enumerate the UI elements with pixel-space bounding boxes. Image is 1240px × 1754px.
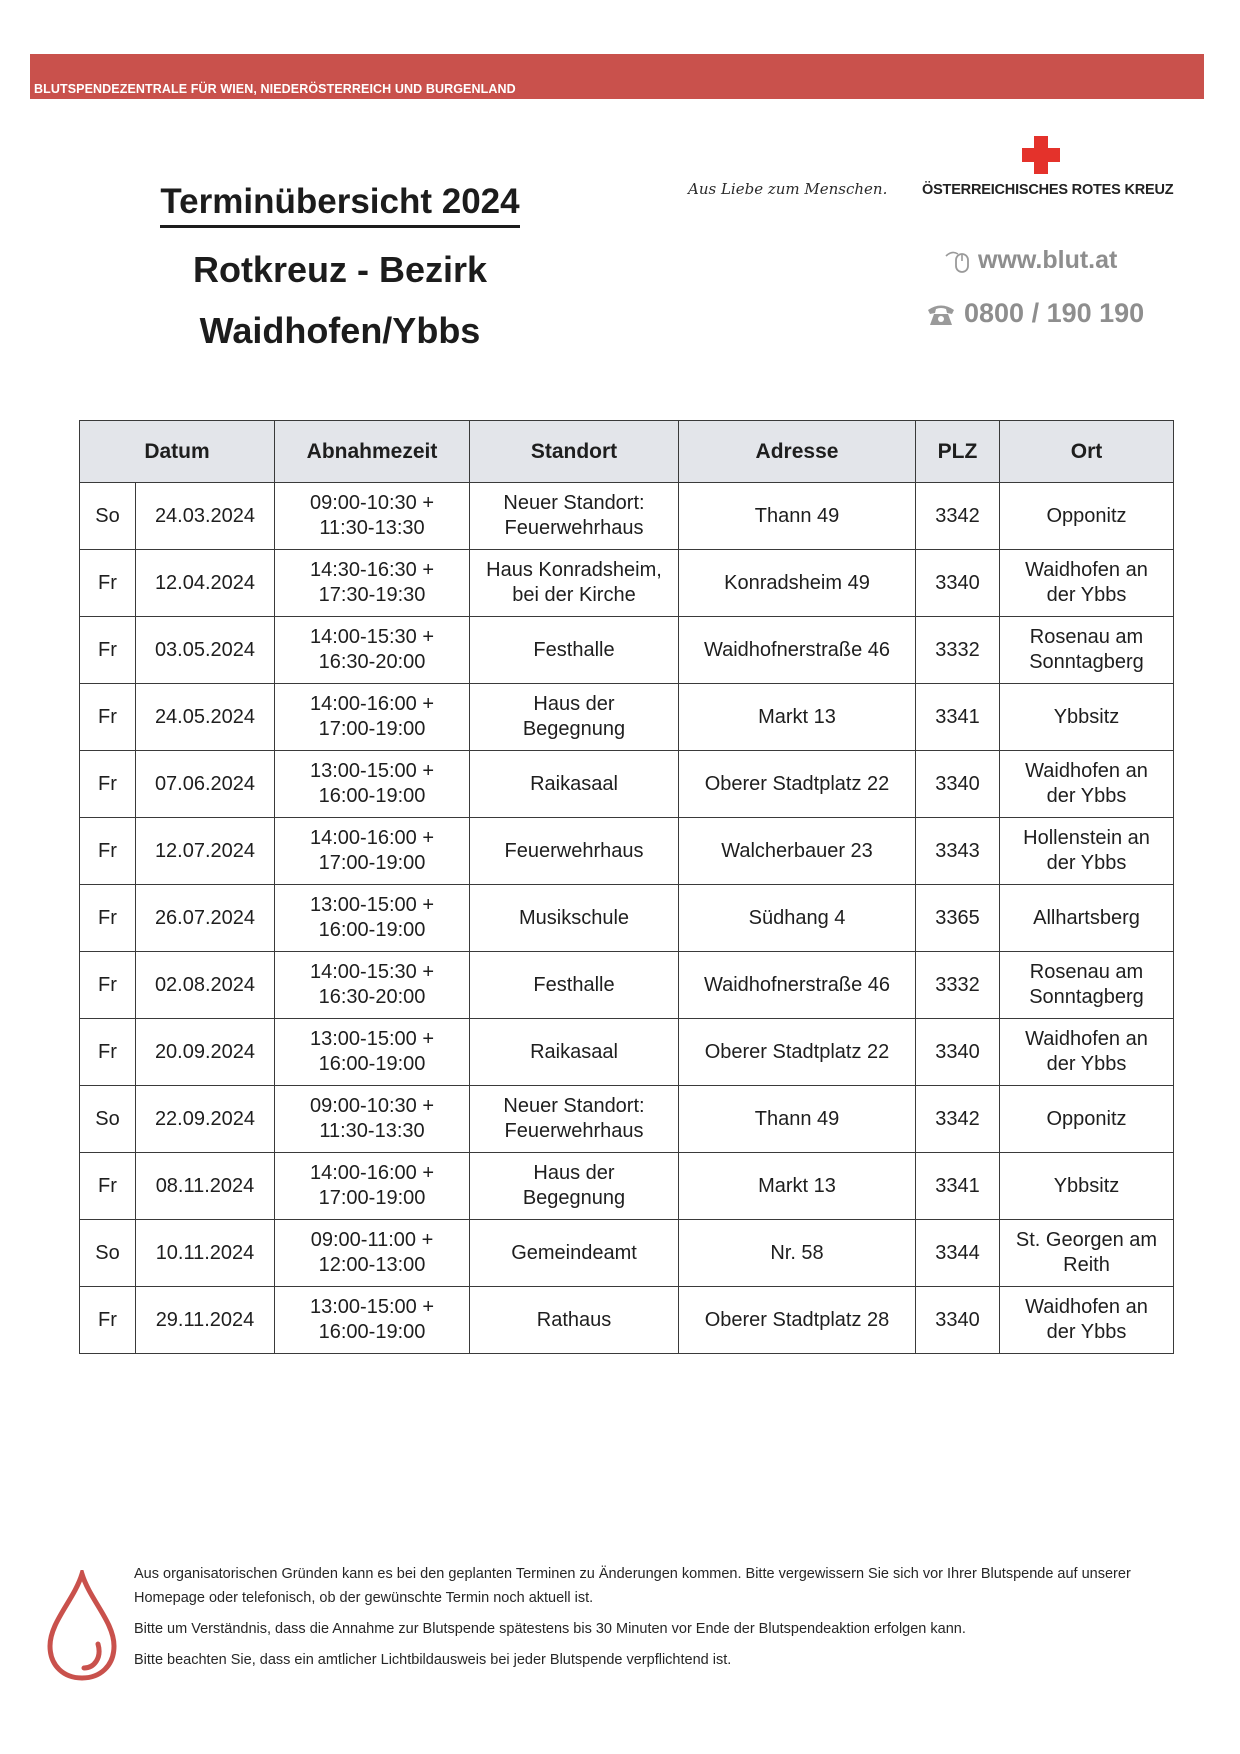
cell-date-text: 07.06.2024 bbox=[154, 772, 256, 795]
cell-address-text: Konradsheim 49 bbox=[724, 571, 870, 594]
cell-plz-text: 3340 bbox=[935, 772, 980, 795]
cell-town-text: Ybbsitz bbox=[1053, 1174, 1120, 1197]
cell-date bbox=[136, 818, 275, 885]
cell-time-text: 11:30-13:30 bbox=[319, 517, 425, 539]
cell-plz-text: 3340 bbox=[935, 571, 980, 594]
cell-day-text: Fr bbox=[98, 638, 117, 661]
cell-time-text: 14:00-15:30 + bbox=[310, 626, 434, 648]
cell-date bbox=[136, 617, 275, 684]
phone-info bbox=[926, 298, 1144, 329]
cell-plz bbox=[916, 483, 1000, 550]
cell-town-text: Rosenau am bbox=[1029, 626, 1144, 648]
cell-location-text: Feuerwehrhaus bbox=[504, 517, 644, 539]
cell-date bbox=[136, 1086, 275, 1153]
footer-note-id: Bitte beachten Sie, dass ein amtlicher Lichtbildausweis bei jeder Blutspende verpflichtend ist. bbox=[134, 1652, 732, 1668]
cell-town bbox=[1000, 1220, 1174, 1287]
cell-time bbox=[275, 885, 470, 952]
cell-day bbox=[80, 1086, 136, 1153]
cell-address bbox=[679, 1287, 916, 1354]
cell-plz-text: 3332 bbox=[935, 638, 980, 661]
table-row bbox=[80, 1153, 1174, 1220]
cell-time-text: 09:00-10:30 + bbox=[310, 492, 434, 514]
cell-date bbox=[136, 751, 275, 818]
cell-town-text: Waidhofen an bbox=[1025, 1296, 1148, 1318]
cell-time-text: 13:00-15:00 + bbox=[310, 1028, 434, 1050]
cell-time-text: 14:30-16:30 + bbox=[310, 559, 434, 581]
cell-address bbox=[679, 1086, 916, 1153]
cell-time bbox=[275, 1153, 470, 1220]
cell-date bbox=[136, 885, 275, 952]
table-row bbox=[80, 1220, 1174, 1287]
header-ort: Ort bbox=[1000, 421, 1174, 483]
cell-time-text: 16:00-19:00 bbox=[318, 1321, 426, 1343]
schedule-table bbox=[79, 420, 1174, 1354]
cell-day bbox=[80, 818, 136, 885]
phone-icon bbox=[926, 301, 956, 327]
cell-location-text: Feuerwehrhaus bbox=[504, 1120, 644, 1142]
cell-location bbox=[470, 818, 679, 885]
cell-location-text: Begegnung bbox=[522, 718, 626, 740]
cell-location-text: Musikschule bbox=[518, 906, 630, 929]
red-cross-logo-icon bbox=[1022, 136, 1060, 174]
cell-day bbox=[80, 751, 136, 818]
cell-address bbox=[679, 751, 916, 818]
cell-date-text: 12.04.2024 bbox=[154, 571, 256, 594]
table-row bbox=[80, 1019, 1174, 1086]
table-row bbox=[80, 684, 1174, 751]
cell-day-text: Fr bbox=[98, 839, 117, 862]
cell-address-text: Oberer Stadtplatz 22 bbox=[704, 1040, 890, 1063]
cell-day bbox=[80, 550, 136, 617]
cell-town bbox=[1000, 818, 1174, 885]
mouse-icon bbox=[944, 248, 972, 274]
cell-date-text: 02.08.2024 bbox=[154, 973, 256, 996]
cell-town bbox=[1000, 1287, 1174, 1354]
blood-drop-icon bbox=[44, 1570, 120, 1682]
cell-plz-text: 3341 bbox=[935, 1174, 980, 1197]
cell-location bbox=[470, 1220, 679, 1287]
cell-plz bbox=[916, 818, 1000, 885]
cell-day-text: Fr bbox=[98, 571, 117, 594]
title-block bbox=[100, 180, 580, 361]
cell-town-text: der Ybbs bbox=[1046, 852, 1127, 874]
cell-location-text: Neuer Standort: bbox=[503, 492, 645, 514]
cell-address bbox=[679, 1153, 916, 1220]
header-abnahmezeit: Abnahmezeit bbox=[275, 421, 470, 483]
cell-day bbox=[80, 617, 136, 684]
cell-time-text: 14:00-16:00 + bbox=[310, 1162, 434, 1184]
cell-time-text: 17:00-19:00 bbox=[318, 852, 426, 874]
cell-plz bbox=[916, 885, 1000, 952]
cell-plz bbox=[916, 617, 1000, 684]
cell-plz-text: 3342 bbox=[935, 1107, 980, 1130]
cell-time-text: 16:00-19:00 bbox=[318, 919, 426, 941]
cell-day bbox=[80, 952, 136, 1019]
cell-plz bbox=[916, 1287, 1000, 1354]
cell-address-text: Oberer Stadtplatz 28 bbox=[704, 1308, 890, 1331]
cell-address-text: Markt 13 bbox=[758, 1174, 836, 1197]
cell-location-text: Begegnung bbox=[522, 1187, 626, 1209]
cell-town bbox=[1000, 885, 1174, 952]
cell-town bbox=[1000, 550, 1174, 617]
cell-date-text: 24.03.2024 bbox=[154, 504, 256, 527]
cell-time bbox=[275, 1019, 470, 1086]
cell-plz-text: 3365 bbox=[935, 906, 980, 929]
cell-town-text: Opponitz bbox=[1046, 1107, 1127, 1130]
cell-day bbox=[80, 483, 136, 550]
cell-time-text: 09:00-11:00 + bbox=[310, 1229, 434, 1251]
cell-address-text: Waidhofnerstraße 46 bbox=[703, 638, 890, 661]
cell-day-text: So bbox=[95, 1241, 120, 1264]
cell-plz bbox=[916, 1153, 1000, 1220]
cell-time bbox=[275, 1287, 470, 1354]
cell-plz bbox=[916, 550, 1000, 617]
cell-day bbox=[80, 885, 136, 952]
cell-location-text: bei der Kirche bbox=[512, 584, 636, 606]
cell-town bbox=[1000, 617, 1174, 684]
cell-time-text: 14:00-16:00 + bbox=[310, 827, 434, 849]
cell-day-text: So bbox=[95, 1107, 120, 1130]
cell-date bbox=[136, 952, 275, 1019]
cell-address bbox=[679, 1019, 916, 1086]
cell-town-text: St. Georgen am bbox=[1015, 1229, 1158, 1251]
cell-time-text: 16:30-20:00 bbox=[318, 651, 426, 673]
cell-address bbox=[679, 885, 916, 952]
cell-location-text: Gemeindeamt bbox=[511, 1241, 637, 1264]
cell-time-text: 16:00-19:00 bbox=[318, 1053, 426, 1075]
cell-address-text: Oberer Stadtplatz 22 bbox=[704, 772, 890, 795]
cell-town-text: Rosenau am bbox=[1029, 961, 1144, 983]
cell-time bbox=[275, 818, 470, 885]
header-datum: Datum bbox=[80, 421, 275, 483]
cell-plz-text: 3343 bbox=[935, 839, 980, 862]
cell-time-text: 12:00-13:00 bbox=[318, 1254, 426, 1276]
cell-address-text: Südhang 4 bbox=[748, 906, 846, 929]
cell-town-text: Opponitz bbox=[1046, 504, 1127, 527]
cell-town-text: Allhartsberg bbox=[1033, 906, 1140, 929]
cell-day-text: Fr bbox=[98, 1308, 117, 1331]
cell-address bbox=[679, 550, 916, 617]
cell-address-text: Waidhofnerstraße 46 bbox=[703, 973, 890, 996]
table-row bbox=[80, 885, 1174, 952]
cell-time-text: 17:30-19:30 bbox=[318, 584, 426, 606]
cell-location bbox=[470, 952, 679, 1019]
cell-day-text: Fr bbox=[98, 1174, 117, 1197]
cell-time-text: 17:00-19:00 bbox=[318, 1187, 426, 1209]
cell-time-text: 16:00-19:00 bbox=[318, 785, 426, 807]
cell-date-text: 26.07.2024 bbox=[154, 906, 256, 929]
cell-plz-text: 3340 bbox=[935, 1040, 980, 1063]
cell-town bbox=[1000, 483, 1174, 550]
cell-address bbox=[679, 483, 916, 550]
cell-time bbox=[275, 1086, 470, 1153]
cell-plz-text: 3341 bbox=[935, 705, 980, 728]
banner-text: BLUTSPENDEZENTRALE FÜR WIEN, NIEDERÖSTERREICH UND BURGENLAND bbox=[34, 82, 516, 96]
cell-date bbox=[136, 1287, 275, 1354]
cell-day-text: Fr bbox=[98, 1040, 117, 1063]
cell-town-text: der Ybbs bbox=[1046, 1321, 1127, 1343]
cell-town bbox=[1000, 684, 1174, 751]
page-subtitle-location: Waidhofen/Ybbs bbox=[199, 310, 481, 351]
cell-location bbox=[470, 1019, 679, 1086]
cell-date bbox=[136, 1019, 275, 1086]
cell-day bbox=[80, 1220, 136, 1287]
cell-town-text: Sonntagberg bbox=[1029, 986, 1144, 1008]
phone-number: 0800 / 190 190 bbox=[964, 298, 1145, 328]
cell-location bbox=[470, 617, 679, 684]
cell-town-text: der Ybbs bbox=[1046, 785, 1127, 807]
cell-day bbox=[80, 1153, 136, 1220]
cell-address bbox=[679, 818, 916, 885]
cell-plz bbox=[916, 1019, 1000, 1086]
organization-name: ÖSTERREICHISCHES ROTES KREUZ bbox=[922, 182, 1174, 198]
cell-town bbox=[1000, 1086, 1174, 1153]
cell-time bbox=[275, 952, 470, 1019]
footer-note-changes: Aus organisatorischen Gründen kann es bei den geplanten Terminen zu Änderungen kommen. Bitte vergewissern Sie sich vor Ihrer Blutspende auf unserer Homepage oder telefonisch, ob der gewünschte Termin noch aktuell ist. bbox=[134, 1566, 1131, 1606]
cell-address-text: Walcherbauer 23 bbox=[721, 839, 873, 862]
cell-location-text: Raikasaal bbox=[530, 772, 618, 795]
header-plz: PLZ bbox=[916, 421, 1000, 483]
cell-address-text: Thann 49 bbox=[754, 504, 840, 527]
cell-plz bbox=[916, 1220, 1000, 1287]
cell-day-text: Fr bbox=[98, 772, 117, 795]
cell-town bbox=[1000, 751, 1174, 818]
cell-location-text: Festhalle bbox=[533, 638, 615, 661]
cell-time-text: 13:00-15:00 + bbox=[310, 1296, 434, 1318]
cell-address-text: Markt 13 bbox=[758, 705, 836, 728]
cell-date-text: 29.11.2024 bbox=[155, 1308, 255, 1331]
cell-plz bbox=[916, 684, 1000, 751]
cell-location bbox=[470, 751, 679, 818]
footer-notes bbox=[134, 1562, 1174, 1679]
cell-town-text: Waidhofen an bbox=[1025, 559, 1148, 581]
cell-day-text: Fr bbox=[98, 705, 117, 728]
cell-time bbox=[275, 1220, 470, 1287]
footer-note-deadline: Bitte um Verständnis, dass die Annahme zur Blutspende spätestens bis 30 Minuten vor Ende der Blutspendeaktion erfolgen kann. bbox=[134, 1621, 966, 1637]
cell-town-text: Reith bbox=[1063, 1254, 1110, 1276]
slogan: Aus Liebe zum Menschen. bbox=[688, 180, 888, 198]
header-adresse: Adresse bbox=[679, 421, 916, 483]
cell-time-text: 14:00-15:30 + bbox=[310, 961, 434, 983]
cell-date bbox=[136, 483, 275, 550]
cell-town-text: Hollenstein an bbox=[1023, 827, 1150, 849]
cell-date bbox=[136, 1153, 275, 1220]
cell-location-text: Raikasaal bbox=[530, 1040, 618, 1063]
cell-location bbox=[470, 1153, 679, 1220]
cell-location-text: Neuer Standort: bbox=[503, 1095, 645, 1117]
cell-location bbox=[470, 1287, 679, 1354]
cell-day-text: So bbox=[95, 504, 120, 527]
cell-day bbox=[80, 684, 136, 751]
cell-plz bbox=[916, 1086, 1000, 1153]
cell-day bbox=[80, 1287, 136, 1354]
website-link[interactable]: www.blut.at bbox=[978, 246, 1118, 274]
cell-time bbox=[275, 617, 470, 684]
cell-location bbox=[470, 1086, 679, 1153]
cell-time bbox=[275, 684, 470, 751]
cell-date bbox=[136, 550, 275, 617]
cell-time-text: 13:00-15:00 + bbox=[310, 894, 434, 916]
cell-time bbox=[275, 751, 470, 818]
table-row bbox=[80, 818, 1174, 885]
cell-address-text: Nr. 58 bbox=[770, 1241, 824, 1264]
cell-date-text: 20.09.2024 bbox=[154, 1040, 256, 1063]
cell-location bbox=[470, 550, 679, 617]
cell-date-text: 08.11.2024 bbox=[155, 1174, 255, 1197]
cell-town bbox=[1000, 952, 1174, 1019]
cell-town-text: Waidhofen an bbox=[1025, 1028, 1148, 1050]
cell-location-text: Haus der bbox=[533, 1162, 615, 1184]
cell-town bbox=[1000, 1019, 1174, 1086]
cell-location-text: Haus der bbox=[533, 693, 615, 715]
cell-date-text: 03.05.2024 bbox=[154, 638, 256, 661]
cell-town bbox=[1000, 1153, 1174, 1220]
cell-time-text: 13:00-15:00 + bbox=[310, 760, 434, 782]
cell-address-text: Thann 49 bbox=[754, 1107, 840, 1130]
page-title: Terminübersicht 2024 bbox=[160, 180, 519, 228]
cell-time-text: 14:00-16:00 + bbox=[310, 693, 434, 715]
cell-plz bbox=[916, 751, 1000, 818]
website-info bbox=[944, 246, 1117, 275]
cell-time-text: 09:00-10:30 + bbox=[310, 1095, 434, 1117]
cell-plz-text: 3340 bbox=[935, 1308, 980, 1331]
cell-location bbox=[470, 885, 679, 952]
cell-date-text: 10.11.2024 bbox=[155, 1241, 255, 1264]
table-row bbox=[80, 952, 1174, 1019]
cell-location-text: Festhalle bbox=[533, 973, 615, 996]
table-row bbox=[80, 617, 1174, 684]
cell-location-text: Rathaus bbox=[536, 1308, 612, 1331]
cell-date-text: 24.05.2024 bbox=[154, 705, 256, 728]
cell-address bbox=[679, 1220, 916, 1287]
cell-town-text: Waidhofen an bbox=[1025, 760, 1148, 782]
cell-time bbox=[275, 483, 470, 550]
cell-time-text: 11:30-13:30 bbox=[319, 1120, 425, 1142]
cell-date-text: 22.09.2024 bbox=[154, 1107, 256, 1130]
cell-town-text: Ybbsitz bbox=[1053, 705, 1120, 728]
cell-time bbox=[275, 550, 470, 617]
cell-location-text: Feuerwehrhaus bbox=[504, 839, 644, 862]
cell-plz-text: 3332 bbox=[935, 973, 980, 996]
cell-address bbox=[679, 952, 916, 1019]
cell-date bbox=[136, 1220, 275, 1287]
table-row bbox=[80, 1287, 1174, 1354]
table-row bbox=[80, 550, 1174, 617]
cell-plz bbox=[916, 952, 1000, 1019]
cell-date-text: 12.07.2024 bbox=[154, 839, 256, 862]
cell-town-text: der Ybbs bbox=[1046, 584, 1127, 606]
cell-date bbox=[136, 684, 275, 751]
table-header-row bbox=[80, 421, 1174, 483]
table-row bbox=[80, 1086, 1174, 1153]
header-standort: Standort bbox=[470, 421, 679, 483]
table-row bbox=[80, 751, 1174, 818]
cell-location-text: Haus Konradsheim, bbox=[486, 559, 662, 581]
page-subtitle-district: Rotkreuz - Bezirk bbox=[192, 249, 488, 290]
cell-address bbox=[679, 684, 916, 751]
cell-time-text: 16:30-20:00 bbox=[318, 986, 426, 1008]
cell-day-text: Fr bbox=[98, 973, 117, 996]
cell-day-text: Fr bbox=[98, 906, 117, 929]
cell-town-text: der Ybbs bbox=[1046, 1053, 1127, 1075]
cell-town-text: Sonntagberg bbox=[1029, 651, 1144, 673]
cell-plz-text: 3342 bbox=[935, 504, 980, 527]
cell-location bbox=[470, 684, 679, 751]
table-row bbox=[80, 483, 1174, 550]
cell-day bbox=[80, 1019, 136, 1086]
cell-address bbox=[679, 617, 916, 684]
cell-location bbox=[470, 483, 679, 550]
header-banner bbox=[30, 54, 1204, 99]
cell-time-text: 17:00-19:00 bbox=[318, 718, 426, 740]
cell-plz-text: 3344 bbox=[935, 1241, 980, 1264]
